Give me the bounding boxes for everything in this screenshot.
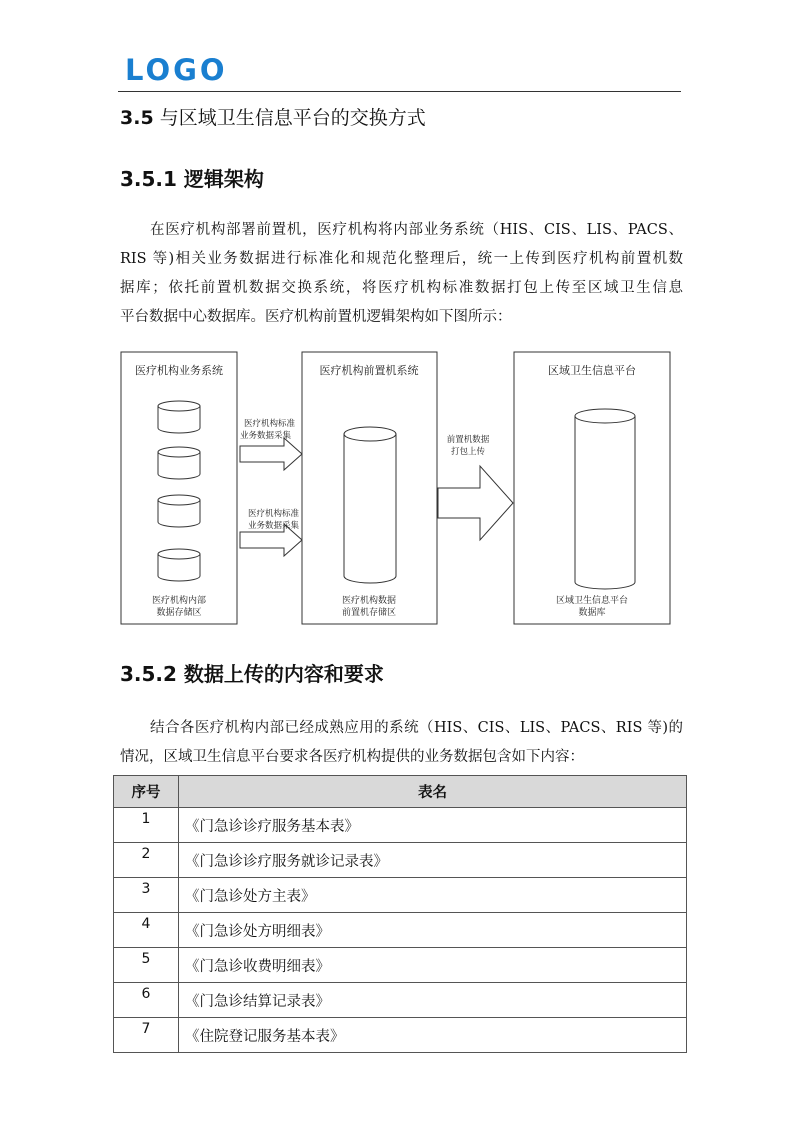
paragraph-line: 平台数据中心数据库。医疗机构前置机逻辑架构如下图所示：	[120, 309, 512, 325]
paragraph-line: 情况，区域卫生信息平台要求各医疗机构提供的业务数据包含如下内容：	[120, 749, 584, 765]
table-row	[114, 843, 687, 878]
paragraph-line: 据库；依托前置机数据交换系统，将医疗机构标准数据打包上传至区域卫生信息	[120, 280, 683, 296]
table-row	[114, 808, 687, 843]
business-system-footer: 数据存储区	[156, 608, 202, 618]
front-server-box	[302, 352, 437, 624]
header-divider	[118, 91, 681, 92]
row-index: 4	[114, 913, 179, 948]
column-header-name: 表名	[179, 776, 687, 808]
database-icon	[344, 427, 396, 583]
collect-arrow-top	[240, 418, 302, 470]
regional-platform-footer: 区域卫生信息平台	[555, 596, 629, 606]
section-heading-3-5-2: 3.5.2 数据上传的内容和要求	[120, 662, 384, 686]
business-system-footer: 医疗机构内部	[151, 596, 207, 606]
front-server-title: 医疗机构前置机系统	[319, 364, 419, 377]
logo: LOGO	[125, 53, 228, 87]
row-table-name: 《门急诊诊疗服务基本表》	[179, 808, 687, 843]
table-row	[114, 948, 687, 983]
row-table-name: 《门急诊收费明细表》	[179, 948, 687, 983]
arrow-label: 前置机数据	[446, 435, 490, 445]
row-table-name: 《门急诊结算记录表》	[179, 983, 687, 1018]
architecture-paragraph	[120, 216, 683, 332]
row-index: 2	[114, 843, 179, 878]
upload-requirements-paragraph	[120, 714, 683, 772]
table-row	[114, 878, 687, 913]
row-table-name: 《门急诊诊疗服务就诊记录表》	[179, 843, 687, 878]
architecture-diagram	[118, 348, 674, 630]
business-system-box	[121, 352, 237, 624]
database-icon	[158, 401, 200, 433]
database-icon	[158, 495, 200, 527]
regional-platform-title: 区域卫生信息平台	[548, 364, 636, 377]
upload-arrow	[438, 434, 513, 540]
row-table-name: 《门急诊处方主表》	[179, 878, 687, 913]
front-server-footer: 医疗机构数据	[341, 596, 397, 606]
collect-arrow-bottom	[240, 508, 302, 556]
arrow-label: 打包上传	[450, 447, 486, 457]
paragraph-line: 在医疗机构部署前置机，医疗机构将内部业务系统（HIS、CIS、LIS、PACS、	[150, 222, 683, 238]
section-number: 3.5	[120, 107, 154, 129]
paragraph-line: 结合各医疗机构内部已经成熟应用的系统（HIS、CIS、LIS、PACS、RIS 等)的	[150, 720, 683, 736]
table-header-row	[114, 776, 687, 808]
row-table-name: 《住院登记服务基本表》	[179, 1018, 687, 1053]
business-system-title: 医疗机构业务系统	[135, 364, 223, 377]
row-index: 6	[114, 983, 179, 1018]
database-icon	[158, 447, 200, 479]
database-icon	[158, 549, 200, 581]
row-table-name: 《门急诊处方明细表》	[179, 913, 687, 948]
paragraph-line: RIS 等)相关业务数据进行标准化和规范化整理后，统一上传到医疗机构前置机数	[120, 251, 683, 267]
arrow-label: 业务数据采集	[248, 521, 300, 531]
row-index: 1	[114, 808, 179, 843]
regional-platform-footer: 数据库	[578, 608, 606, 618]
arrow-label: 业务数据采集	[240, 431, 292, 441]
database-icon	[575, 409, 635, 589]
row-index: 3	[114, 878, 179, 913]
front-server-footer: 前置机存储区	[341, 608, 397, 618]
data-table	[113, 775, 687, 1053]
table-row	[114, 1018, 687, 1053]
table-row	[114, 983, 687, 1018]
section-heading-3-5	[120, 106, 426, 130]
column-header-index: 序号	[114, 776, 179, 808]
arrow-label: 医疗机构标准	[244, 419, 296, 429]
row-index: 5	[114, 948, 179, 983]
section-heading-3-5-1: 3.5.1 逻辑架构	[120, 167, 264, 191]
arrow-label: 医疗机构标准	[248, 509, 300, 519]
table-row	[114, 913, 687, 948]
row-index: 7	[114, 1018, 179, 1053]
regional-platform-box	[514, 352, 670, 624]
section-title: 与区域卫生信息平台的交换方式	[159, 107, 426, 129]
